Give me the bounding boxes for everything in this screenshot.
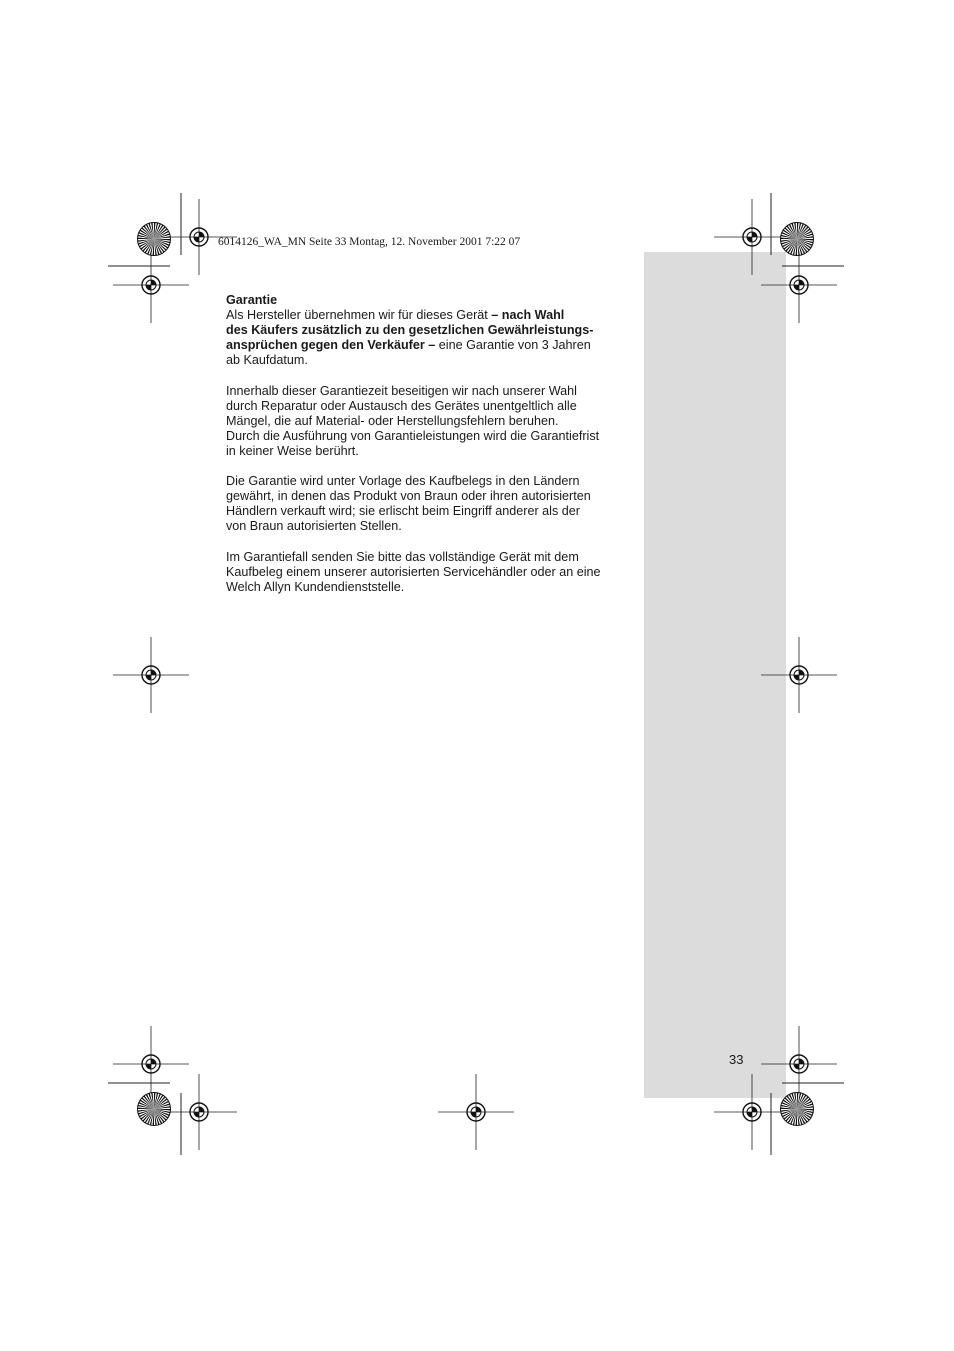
trim-lines: [108, 193, 844, 1155]
p4-line: Im Garantiefall senden Sie bitte das vollständige Gerät mit dem: [226, 549, 579, 564]
p4-line: Welch Allyn Kundendienststelle.: [226, 579, 405, 594]
section-heading: Garantie: [226, 293, 278, 307]
registration-mark: [438, 1074, 514, 1150]
registration-mark: [113, 637, 189, 713]
registration-marks: [113, 199, 837, 1150]
star-target: [138, 1093, 171, 1126]
registration-mark: [113, 1026, 189, 1102]
registration-mark: [761, 1026, 837, 1102]
page-number: 33: [729, 1052, 744, 1067]
p1-lead: Als Hersteller übernehmen wir für dieses Gerät: [226, 308, 492, 323]
p2-line: in keiner Weise berührt.: [226, 443, 359, 458]
registration-mark: [113, 247, 189, 323]
registration-mark: [714, 199, 790, 275]
p2-line: Mängel, die auf Material- oder Herstellungsfehlern beruhen.: [226, 413, 559, 428]
registration-mark: [761, 247, 837, 323]
p1-bold-1: – nach Wahl: [491, 308, 565, 323]
star-targets: [138, 223, 814, 1126]
p2-line: Durch die Ausführung von Garantieleistungen wird die Garantiefrist: [226, 428, 600, 443]
registration-mark: [714, 1074, 790, 1150]
star-target: [781, 1093, 814, 1126]
registration-mark: [761, 637, 837, 713]
p3-line: von Braun autorisierten Stellen.: [226, 519, 402, 534]
registration-mark: [161, 199, 237, 275]
p1-bold-3: ansprüchen gegen den Verkäufer –: [226, 338, 436, 353]
p3-line: gewährt, in denen das Produkt von Braun oder ihren autorisierten: [226, 489, 591, 504]
star-target: [138, 223, 171, 256]
p1-tail-2: ab Kaufdatum.: [226, 353, 308, 368]
p3-line: Die Garantie wird unter Vorlage des Kaufbelegs in den Ländern: [226, 474, 580, 489]
p1-bold-2: des Käufers zusätzlich zu den gesetzlichen Gewährleistungs-: [226, 323, 594, 338]
p2-line: Innerhalb dieser Garantiezeit beseitigen wir nach unserer Wahl: [226, 383, 577, 398]
star-target: [781, 223, 814, 256]
p3-line: Händlern verkauft wird; sie erlischt beim Eingriff anderer als der: [226, 504, 580, 519]
p2-line: durch Reparatur oder Austausch des Gerätes unentgeltlich alle: [226, 398, 577, 413]
print-slug: 6014126_WA_MN Seite 33 Montag, 12. November 2001 7:22 07: [218, 236, 521, 248]
p4-line: Kaufbeleg einem unserer autorisierten Servicehändler oder an eine: [226, 564, 601, 579]
registration-mark: [161, 1074, 237, 1150]
p1-tail-1: eine Garantie von 3 Jahren: [435, 338, 591, 353]
